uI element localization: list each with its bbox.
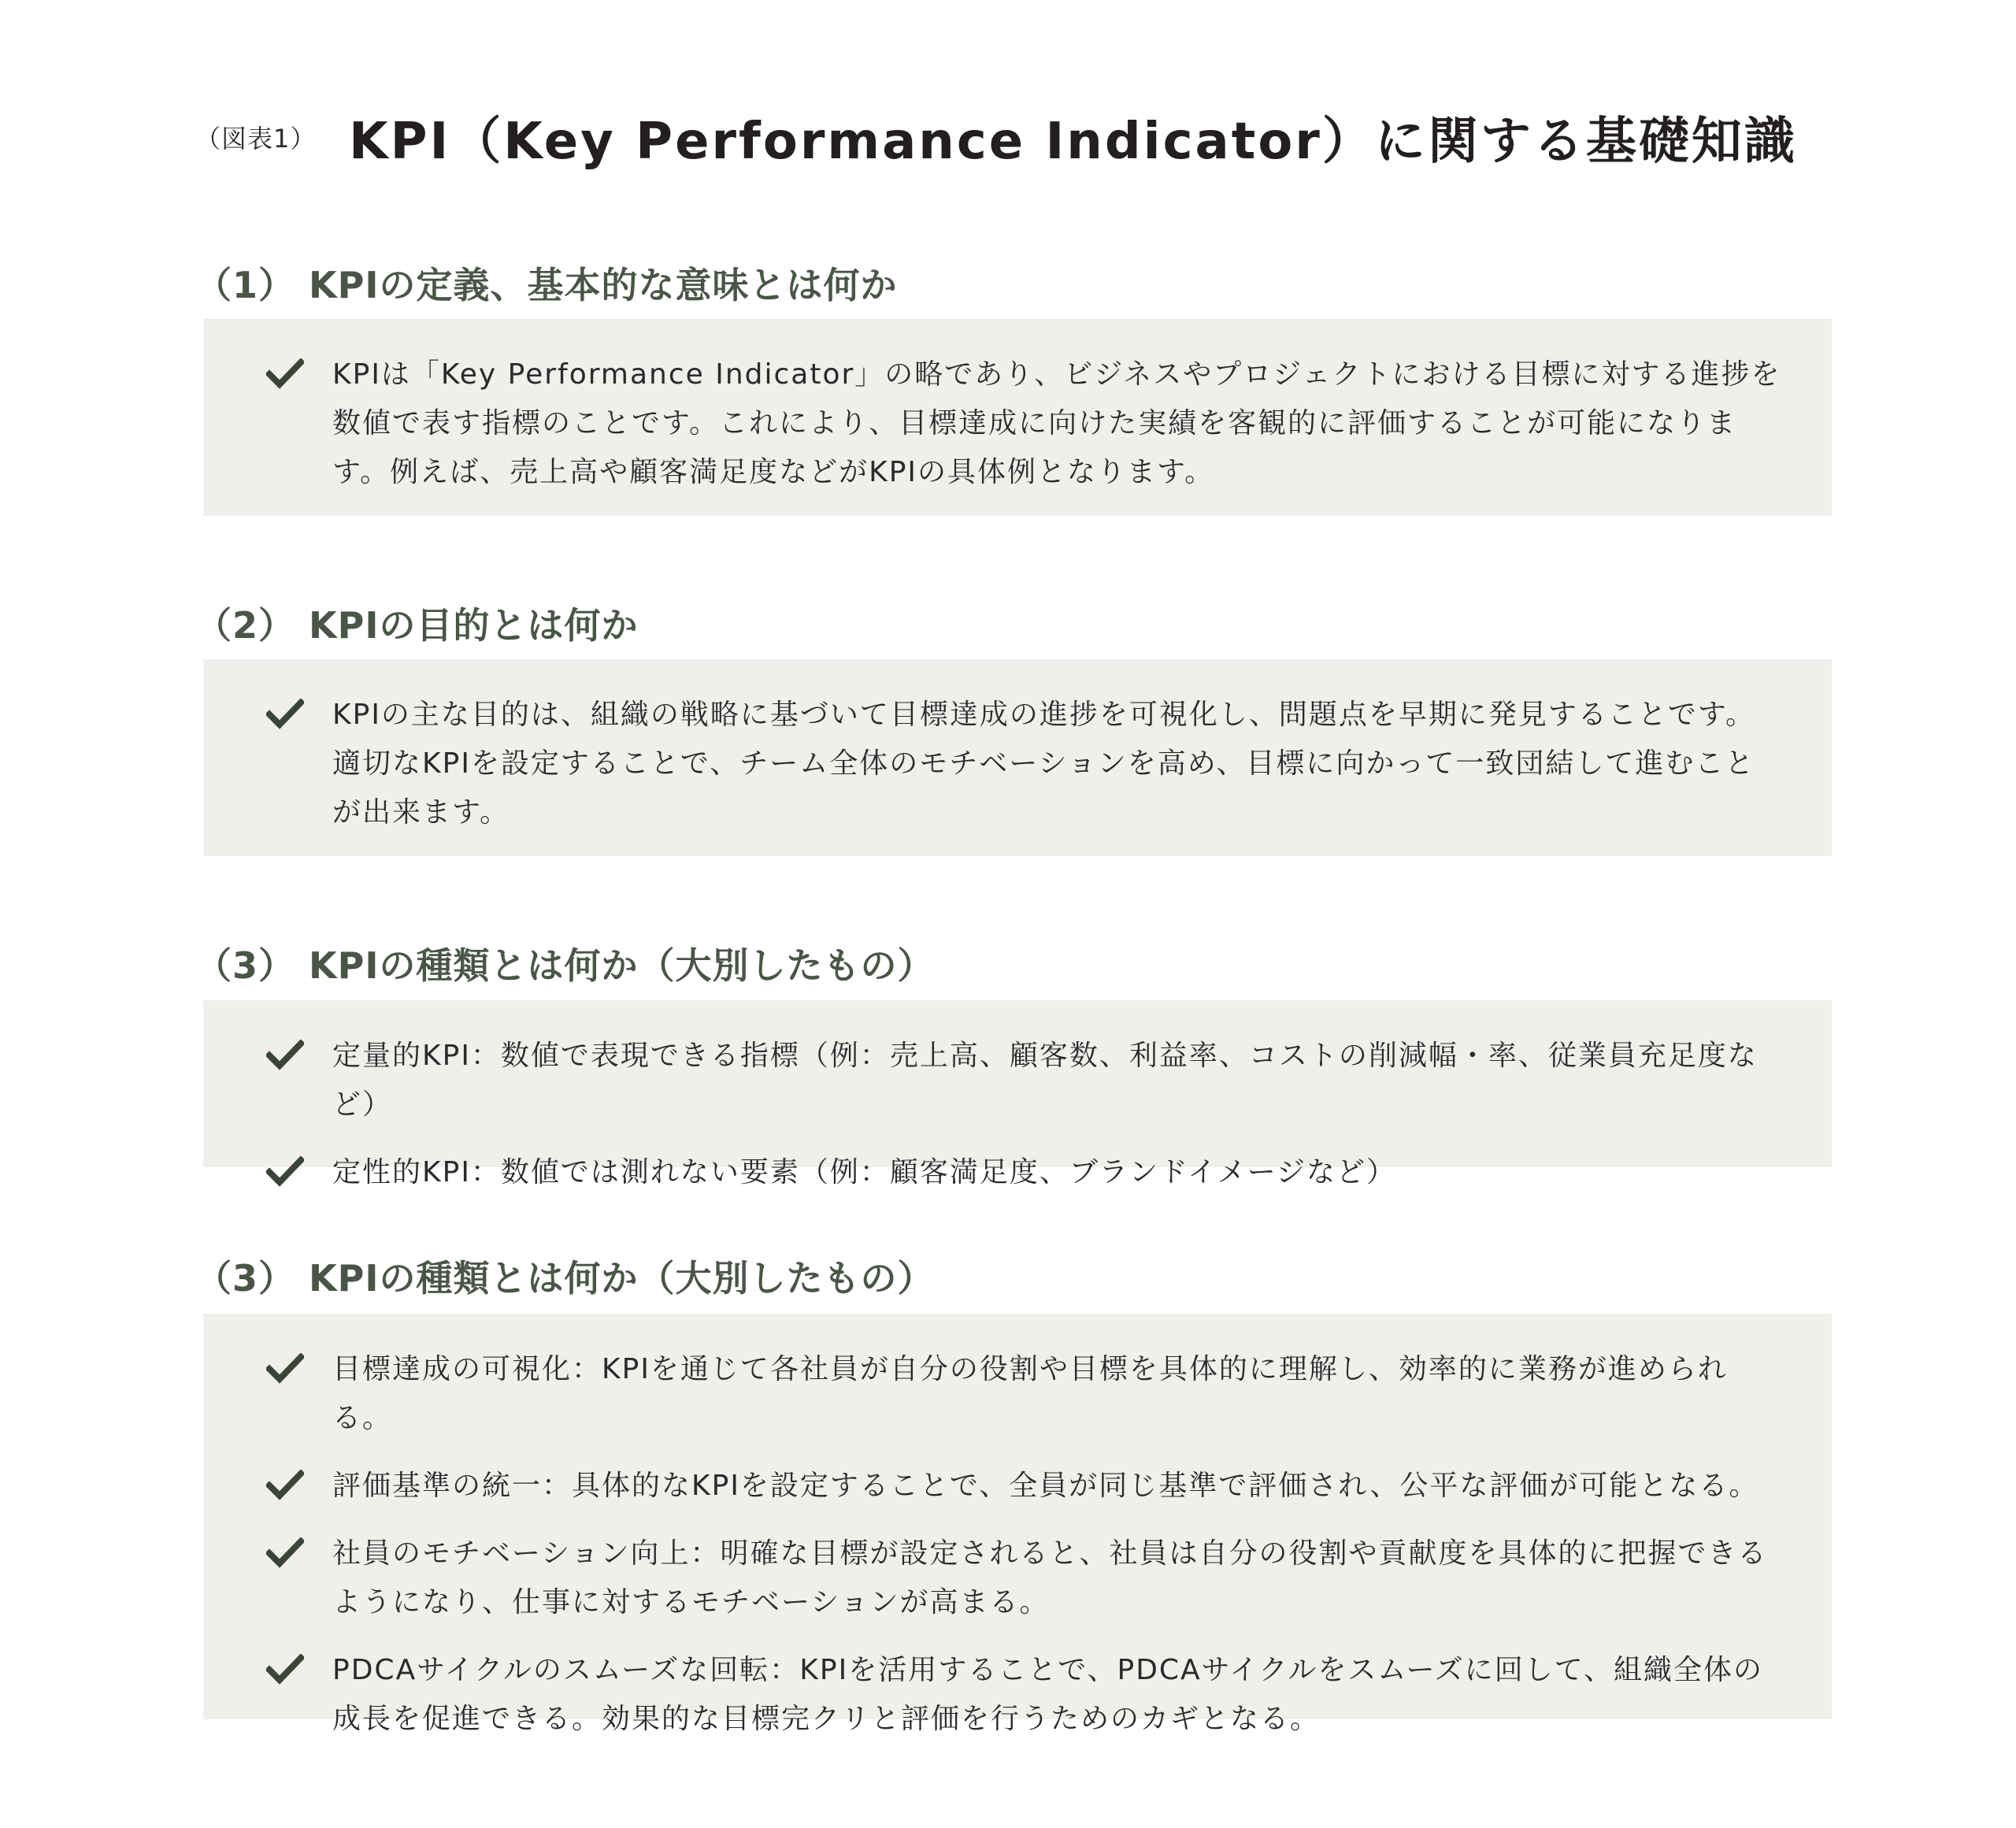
check-icon xyxy=(266,691,332,730)
figure-label: （図表1） xyxy=(195,124,317,154)
section-panel-2 xyxy=(203,659,1832,856)
list-item xyxy=(266,1032,1784,1129)
list-item-text: 評価基準の統一：具体的なKPIを設定することで、全員が同じ基準で評価され、公平な評価が可能となる。 xyxy=(332,1470,1759,1502)
section-heading-4: （3） KPIの種類とは何か（大別したもの） xyxy=(195,1257,935,1300)
list-item xyxy=(266,1646,1784,1744)
check-icon xyxy=(266,1148,332,1188)
page-title: KPI（Key Performance Indicator）に関する基礎知識 xyxy=(349,113,1797,171)
section-panel-4 xyxy=(203,1314,1832,1735)
list-item-text: 定性的KPI：数値では測れない要素（例：顧客満足度、ブランドイメージなど） xyxy=(332,1156,1397,1188)
check-icon xyxy=(266,1646,332,1685)
check-icon xyxy=(266,1345,332,1385)
list-item xyxy=(266,691,1784,837)
check-icon xyxy=(266,1530,332,1569)
section-heading-1: （1） KPIの定義、基本的な意味とは何か xyxy=(195,264,898,306)
section-panel-3 xyxy=(203,1000,1832,1188)
list-item xyxy=(266,1345,1784,1443)
check-icon xyxy=(266,350,332,390)
list-item-text: 目標達成の可視化：KPIを通じて各社員が自分の役割や目標を具体的に理解し、効率的に業務が進められる。 xyxy=(332,1353,1728,1434)
list-item xyxy=(266,1530,1784,1627)
list-item xyxy=(266,350,1784,497)
section-heading-2: （2） KPIの目的とは何か xyxy=(195,604,639,647)
list-item-text: PDCAサイクルのスムーズな回転：KPIを活用することで、PDCAサイクルをスムーズに回して、組織全体の成長を促進できる。効果的な目標完クリと評価を行うためのカギとなる。 xyxy=(332,1654,1764,1735)
check-icon xyxy=(266,1032,332,1071)
list-item-text: 定量的KPI：数値で表現できる指標（例：売上高、顧客数、利益率、コストの削減幅・率、従業員充足度など） xyxy=(332,1040,1758,1121)
section-panel-1 xyxy=(203,319,1832,516)
page-header xyxy=(195,101,1797,173)
list-item-text: 社員のモチベーション向上：明確な目標が設定されると、社員は自分の役割や貢献度を具体的に把握できるようになり、仕事に対するモチベーションが高まる。 xyxy=(332,1537,1768,1619)
check-icon xyxy=(266,1462,332,1501)
list-item-text: KPIの主な目的は、組織の戦略に基づいて目標達成の進捗を可視化し、問題点を早期に発見することです。適切なKPIを設定することで、チーム全体のモチベーションを高め、目標に向かって一致団結して進むことが出来ます。 xyxy=(332,699,1756,829)
list-item-text: KPIは「Key Performance Indicator」の略であり、ビジネスやプロジェクトにおける目標に対する進捗を数値で表す指標のことです。これにより、目標達成に向けた実績を客観的に評価することが可能になります。例えば、売上高や顧客満足度などがKPIの具体例となります。 xyxy=(332,358,1781,488)
list-item xyxy=(266,1462,1784,1511)
list-item xyxy=(266,1148,1784,1197)
section-heading-3: （3） KPIの種類とは何か（大別したもの） xyxy=(195,944,935,987)
